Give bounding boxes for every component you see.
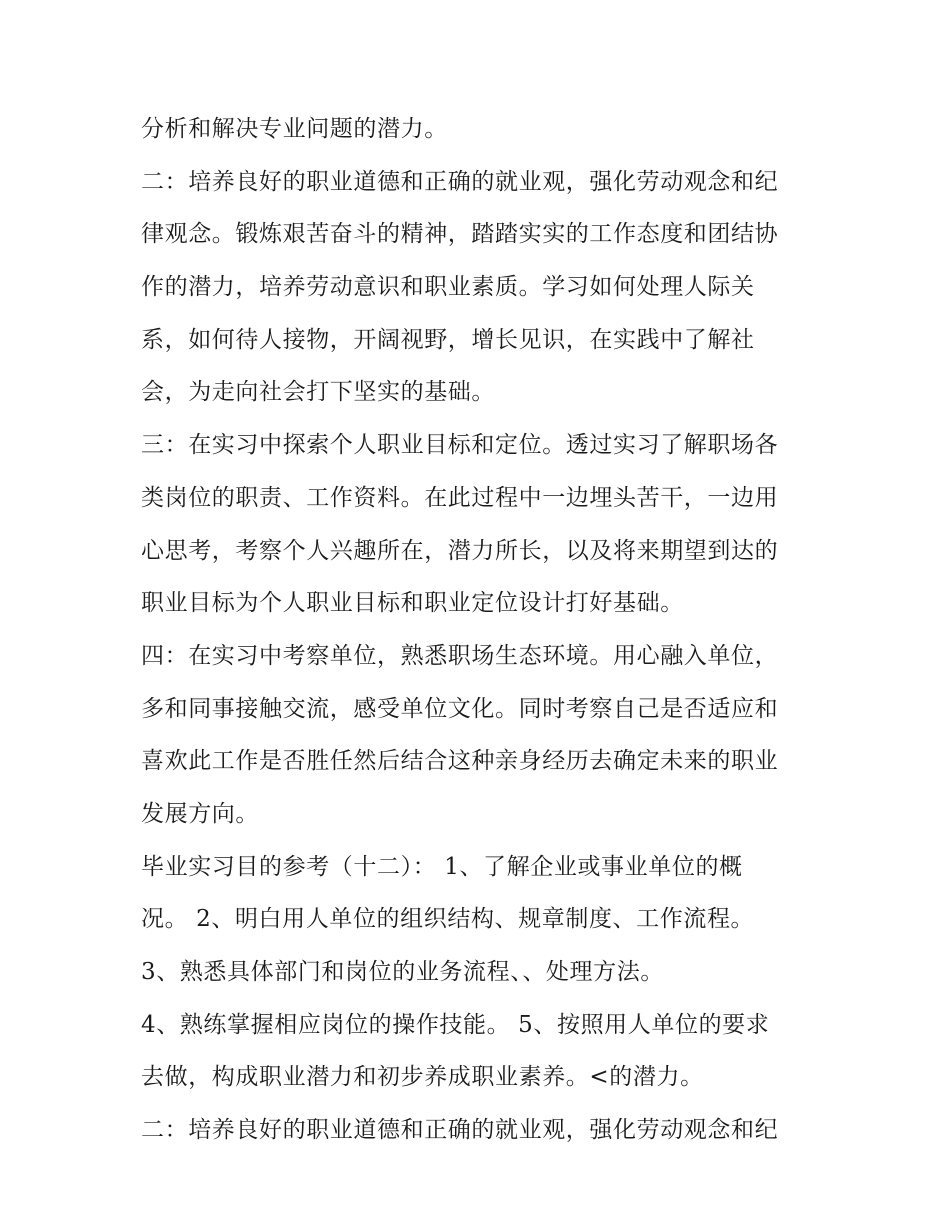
text-line: 4、熟练掌握相应岗位的操作技能。 5、按照用人单位的要求 — [141, 1011, 770, 1038]
text-line: 况。 2、明白用人单位的组织结构、规章制度、工作流程。 — [141, 906, 755, 933]
text-line: 毕业实习目的参考（十二）： 1、了解企业或事业单位的概 — [141, 853, 743, 880]
text-line: 会，为走向社会打下坚实的基础。 — [141, 379, 495, 406]
text-line: 3、熟悉具体部门和岗位的业务流程、、处理方法。 — [141, 959, 664, 985]
text-line: 去做，构成职业潜力和初步养成职业素养。<的潜力。 — [141, 1064, 704, 1091]
text-line: 二：培养良好的职业道德和正确的就业观，强化劳动观念和纪 — [141, 1117, 779, 1144]
document-body — [141, 103, 841, 1157]
text-line: 多和同事接触交流，感受单位文化。同时考察自己是否适应和 — [141, 695, 779, 722]
text-line: 作的潜力，培养劳动意识和职业素质。学习如何处理人际关 — [141, 274, 755, 301]
text-line: 喜欢此工作是否胜任然后结合这种亲身经历去确定未来的职业 — [141, 748, 779, 775]
text-line: 四：在实习中考察单位，熟悉职场生态环境。用心融入单位， — [141, 642, 779, 669]
text-line: 发展方向。 — [141, 800, 259, 827]
text-line: 律观念。锻炼艰苦奋斗的精神，踏踏实实的工作态度和团结协 — [141, 221, 779, 248]
text-line: 类岗位的职责、工作资料。在此过程中一边埋头苦干，一边用 — [141, 484, 779, 511]
text-line: 职业目标为个人职业目标和职业定位设计打好基础。 — [141, 590, 684, 617]
text-line: 二：培养良好的职业道德和正确的就业观，强化劳动观念和纪 — [141, 168, 779, 195]
text-line: 系，如何待人接物，开阔视野，增长见识，在实践中了解社 — [141, 326, 755, 353]
text-line: 心思考，考察个人兴趣所在，潜力所长，以及将来期望到达的 — [141, 537, 779, 564]
text-line: 分析和解决专业问题的潜力。 — [141, 116, 448, 142]
text-line: 三：在实习中探索个人职业目标和定位。透过实习了解职场各 — [141, 432, 779, 459]
